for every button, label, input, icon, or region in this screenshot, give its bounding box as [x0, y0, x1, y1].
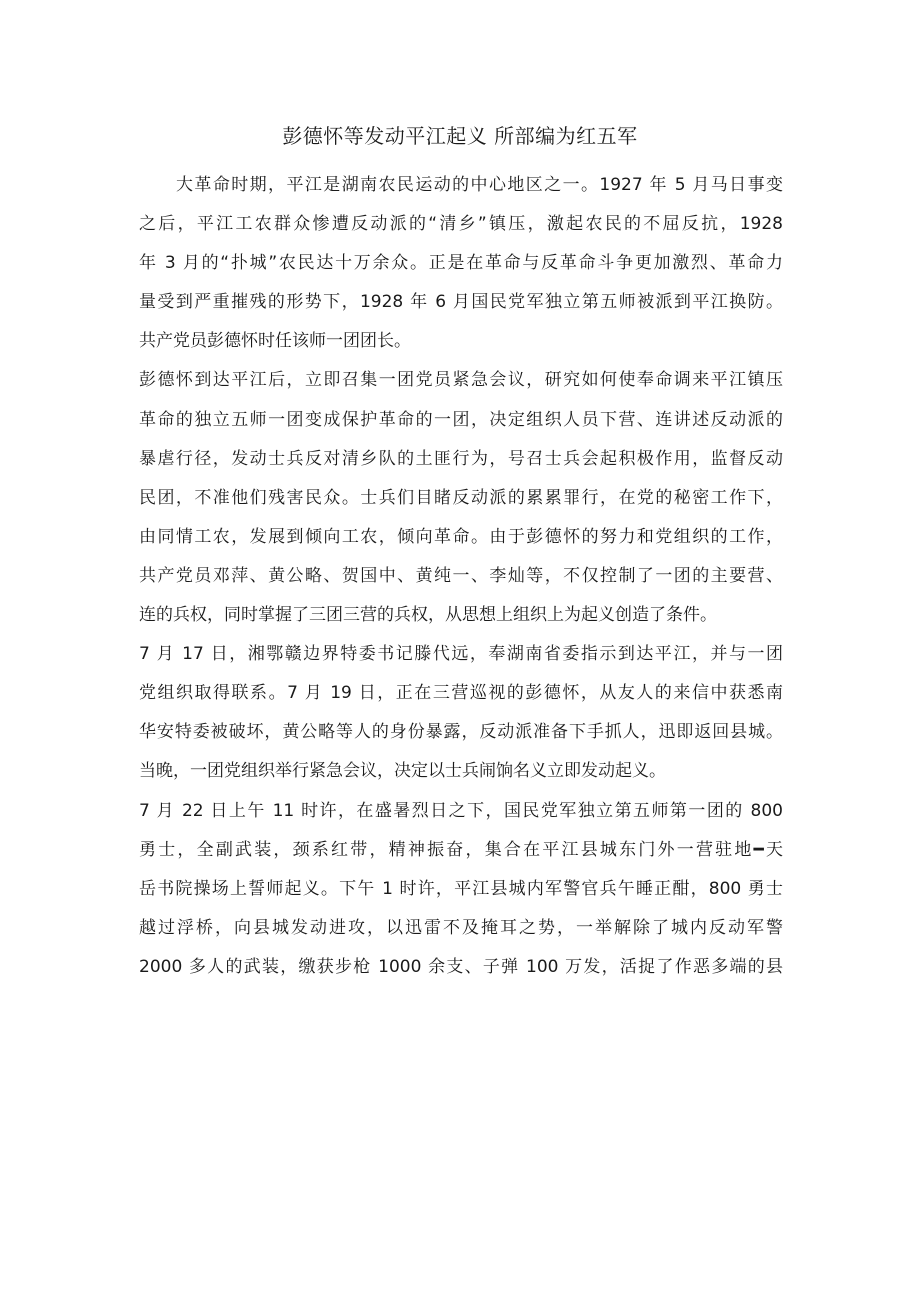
text-line: 暴虐行径，发动士兵反对清乡队的土匪行为，号召士兵会起积极作用，监督反动	[139, 448, 783, 469]
text-line: 革命的独立五师一团变成保护革命的一团，决定组织人员下营、连讲述反动派的	[139, 409, 783, 430]
text-line: 量受到严重摧残的形势下，1928 年 6 月国民党军独立第五师被派到平江换防。	[139, 292, 783, 313]
text-line: 2000 多人的武装，缴获步枪 1000 余支、子弹 100 万发，活捉了作恶多端的县	[139, 956, 783, 977]
text-line: 华安特委被破坏，黄公略等人的身份暴露，反动派准备下手抓人，迅即返回县城。	[139, 722, 783, 743]
text-line: 当晚，一团党组织举行紧急会议，决定以士兵闹饷名义立即发动起义。	[139, 761, 666, 782]
text-line: 共产党员彭德怀时任该师一团团长。	[139, 331, 411, 352]
text-line: 7 月 22 日上午 11 时许，在盛暑烈日之下，国民党军独立第五师第一团的 800	[139, 800, 783, 821]
text-line: 岳书院操场上誓师起义。下午 1 时许，平江县城内军警官兵午睡正酣，800 勇士	[139, 878, 783, 899]
text-line: 大革命时期，平江是湖南农民运动的中心地区之一。1927 年 5 月马日事变	[176, 175, 783, 195]
text-line: 党组织取得联系。7 月 19 日，正在三营巡视的彭德怀，从友人的来信中获悉南	[139, 683, 783, 704]
text-line: 7 月 17 日，湘鄂赣边界特委书记滕代远，奉湖南省委指示到达平江，并与一团	[139, 644, 783, 665]
text-line: 勇士，全副武装，颈系红带，精神振奋，集合在平江县城东门外一营驻地━天	[139, 839, 783, 860]
document-body	[139, 166, 783, 987]
text-line: 越过浮桥，向县城发动进攻，以迅雷不及掩耳之势，一举解除了城内反动军警	[139, 917, 783, 938]
text-line: 共产党员邓萍、黄公略、贺国中、黄纯一、李灿等，不仅控制了一团的主要营、	[139, 565, 783, 586]
page-title: 彭德怀等发动平江起义 所部编为红五军	[282, 124, 638, 148]
text-line: 民团，不准他们残害民众。士兵们目睹反动派的累累罪行，在党的秘密工作下，	[139, 487, 783, 508]
text-line: 年 3 月的“扑城”农民达十万余众。正是在革命与反革命斗争更加激烈、革命力	[139, 253, 783, 274]
text-line: 由同情工农，发展到倾向工农，倾向革命。由于彭德怀的努力和党组织的工作，	[139, 526, 783, 547]
text-line: 彭德怀到达平江后，立即召集一团党员紧急会议，研究如何使奉命调来平江镇压	[139, 370, 783, 391]
text-line: 连的兵权，同时掌握了三团三营的兵权，从思想上组织上为起义创造了条件。	[139, 605, 717, 626]
text-line: 之后，平江工农群众惨遭反动派的“清乡”镇压，激起农民的不屈反抗，1928	[139, 214, 783, 235]
